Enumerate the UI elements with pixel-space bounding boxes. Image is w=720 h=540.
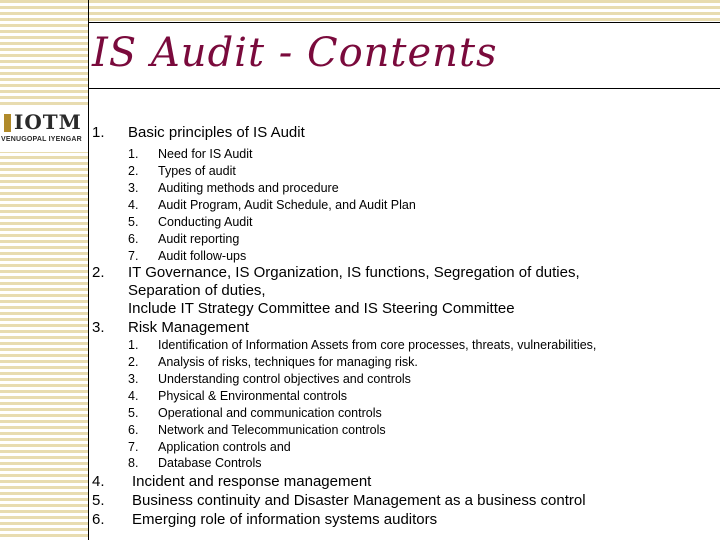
- item-number: 3.: [128, 181, 139, 195]
- item-number: 1.: [128, 147, 139, 161]
- item-number: 3.: [128, 372, 139, 386]
- divider-top: [88, 22, 720, 23]
- list-item: [128, 198, 416, 212]
- divider-title: [88, 88, 720, 89]
- item-number: 6.: [128, 423, 139, 437]
- section-number: 6.: [92, 511, 105, 528]
- item-number: 7.: [128, 249, 139, 263]
- section-6: [92, 511, 438, 528]
- section-number: 3.: [92, 319, 105, 336]
- section-4: [92, 473, 372, 490]
- item-label: Audit reporting: [158, 232, 240, 246]
- item-label: Identification of Information Assets from core processes, threats, vulnerabilities,: [158, 338, 597, 352]
- section-label: Business continuity and Disaster Management as a business control: [132, 492, 586, 509]
- section-number: 2.: [92, 264, 105, 281]
- list-item: [128, 232, 240, 246]
- section-2: [92, 264, 580, 281]
- list-item: [128, 355, 418, 369]
- item-label: Application controls and: [158, 440, 291, 454]
- list-item: [128, 249, 247, 263]
- page-title: IS Audit - Contents: [92, 30, 498, 76]
- section-number: 4.: [92, 473, 105, 490]
- list-item: [128, 440, 291, 454]
- item-label: Audit Program, Audit Schedule, and Audit Plan: [158, 198, 416, 212]
- item-label: Need for IS Audit: [158, 147, 253, 161]
- section-label: Emerging role of information systems auditors: [132, 511, 438, 528]
- section-label: Risk Management: [128, 319, 249, 336]
- list-item: [128, 372, 411, 386]
- logo-subtitle: VENUGOPAL IYENGAR: [1, 136, 82, 143]
- item-label: Auditing methods and procedure: [158, 181, 339, 195]
- item-label: Physical & Environmental controls: [158, 389, 347, 403]
- decorative-stripes-left: [0, 0, 88, 540]
- section-3: [92, 319, 249, 336]
- item-label: Analysis of risks, techniques for managing risk.: [158, 355, 418, 369]
- list-item: [128, 147, 253, 161]
- item-number: 4.: [128, 198, 139, 212]
- section-2-line-3: Include IT Strategy Committee and IS Steering Committee: [128, 300, 515, 317]
- list-item: [128, 406, 382, 420]
- item-label: Understanding control objectives and controls: [158, 372, 411, 386]
- item-label: Types of audit: [158, 164, 236, 178]
- section-5: [92, 492, 586, 509]
- section-label: Basic principles of IS Audit: [128, 124, 305, 141]
- list-item: [128, 423, 386, 437]
- item-number: 5.: [128, 215, 139, 229]
- list-item: [128, 338, 597, 352]
- item-label: Network and Telecommunication controls: [158, 423, 386, 437]
- divider-vertical: [88, 0, 89, 540]
- section-label: Incident and response management: [132, 473, 372, 490]
- item-label: Operational and communication controls: [158, 406, 382, 420]
- item-number: 2.: [128, 355, 139, 369]
- list-item: [128, 456, 262, 470]
- item-label: Audit follow-ups: [158, 249, 247, 263]
- list-item: [128, 389, 347, 403]
- item-label: Conducting Audit: [158, 215, 253, 229]
- decorative-stripes-top: [88, 0, 720, 22]
- list-item: [128, 164, 236, 178]
- logo-mark: IOTM: [14, 110, 82, 134]
- item-number: 4.: [128, 389, 139, 403]
- logo: [0, 106, 88, 152]
- item-number: 8.: [128, 456, 139, 470]
- item-number: 7.: [128, 440, 139, 454]
- list-item: [128, 181, 339, 195]
- item-number: 2.: [128, 164, 139, 178]
- section-number: 1.: [92, 124, 105, 141]
- section-label-line-1: IT Governance, IS Organization, IS functions, Segregation of duties,: [128, 264, 580, 281]
- item-number: 5.: [128, 406, 139, 420]
- list-item: [128, 215, 253, 229]
- item-number: 6.: [128, 232, 139, 246]
- section-1: [92, 124, 305, 141]
- logo-bar: [4, 114, 11, 132]
- section-2-line-2: Separation of duties,: [128, 282, 266, 299]
- item-label: Database Controls: [158, 456, 262, 470]
- item-number: 1.: [128, 338, 139, 352]
- section-number: 5.: [92, 492, 105, 509]
